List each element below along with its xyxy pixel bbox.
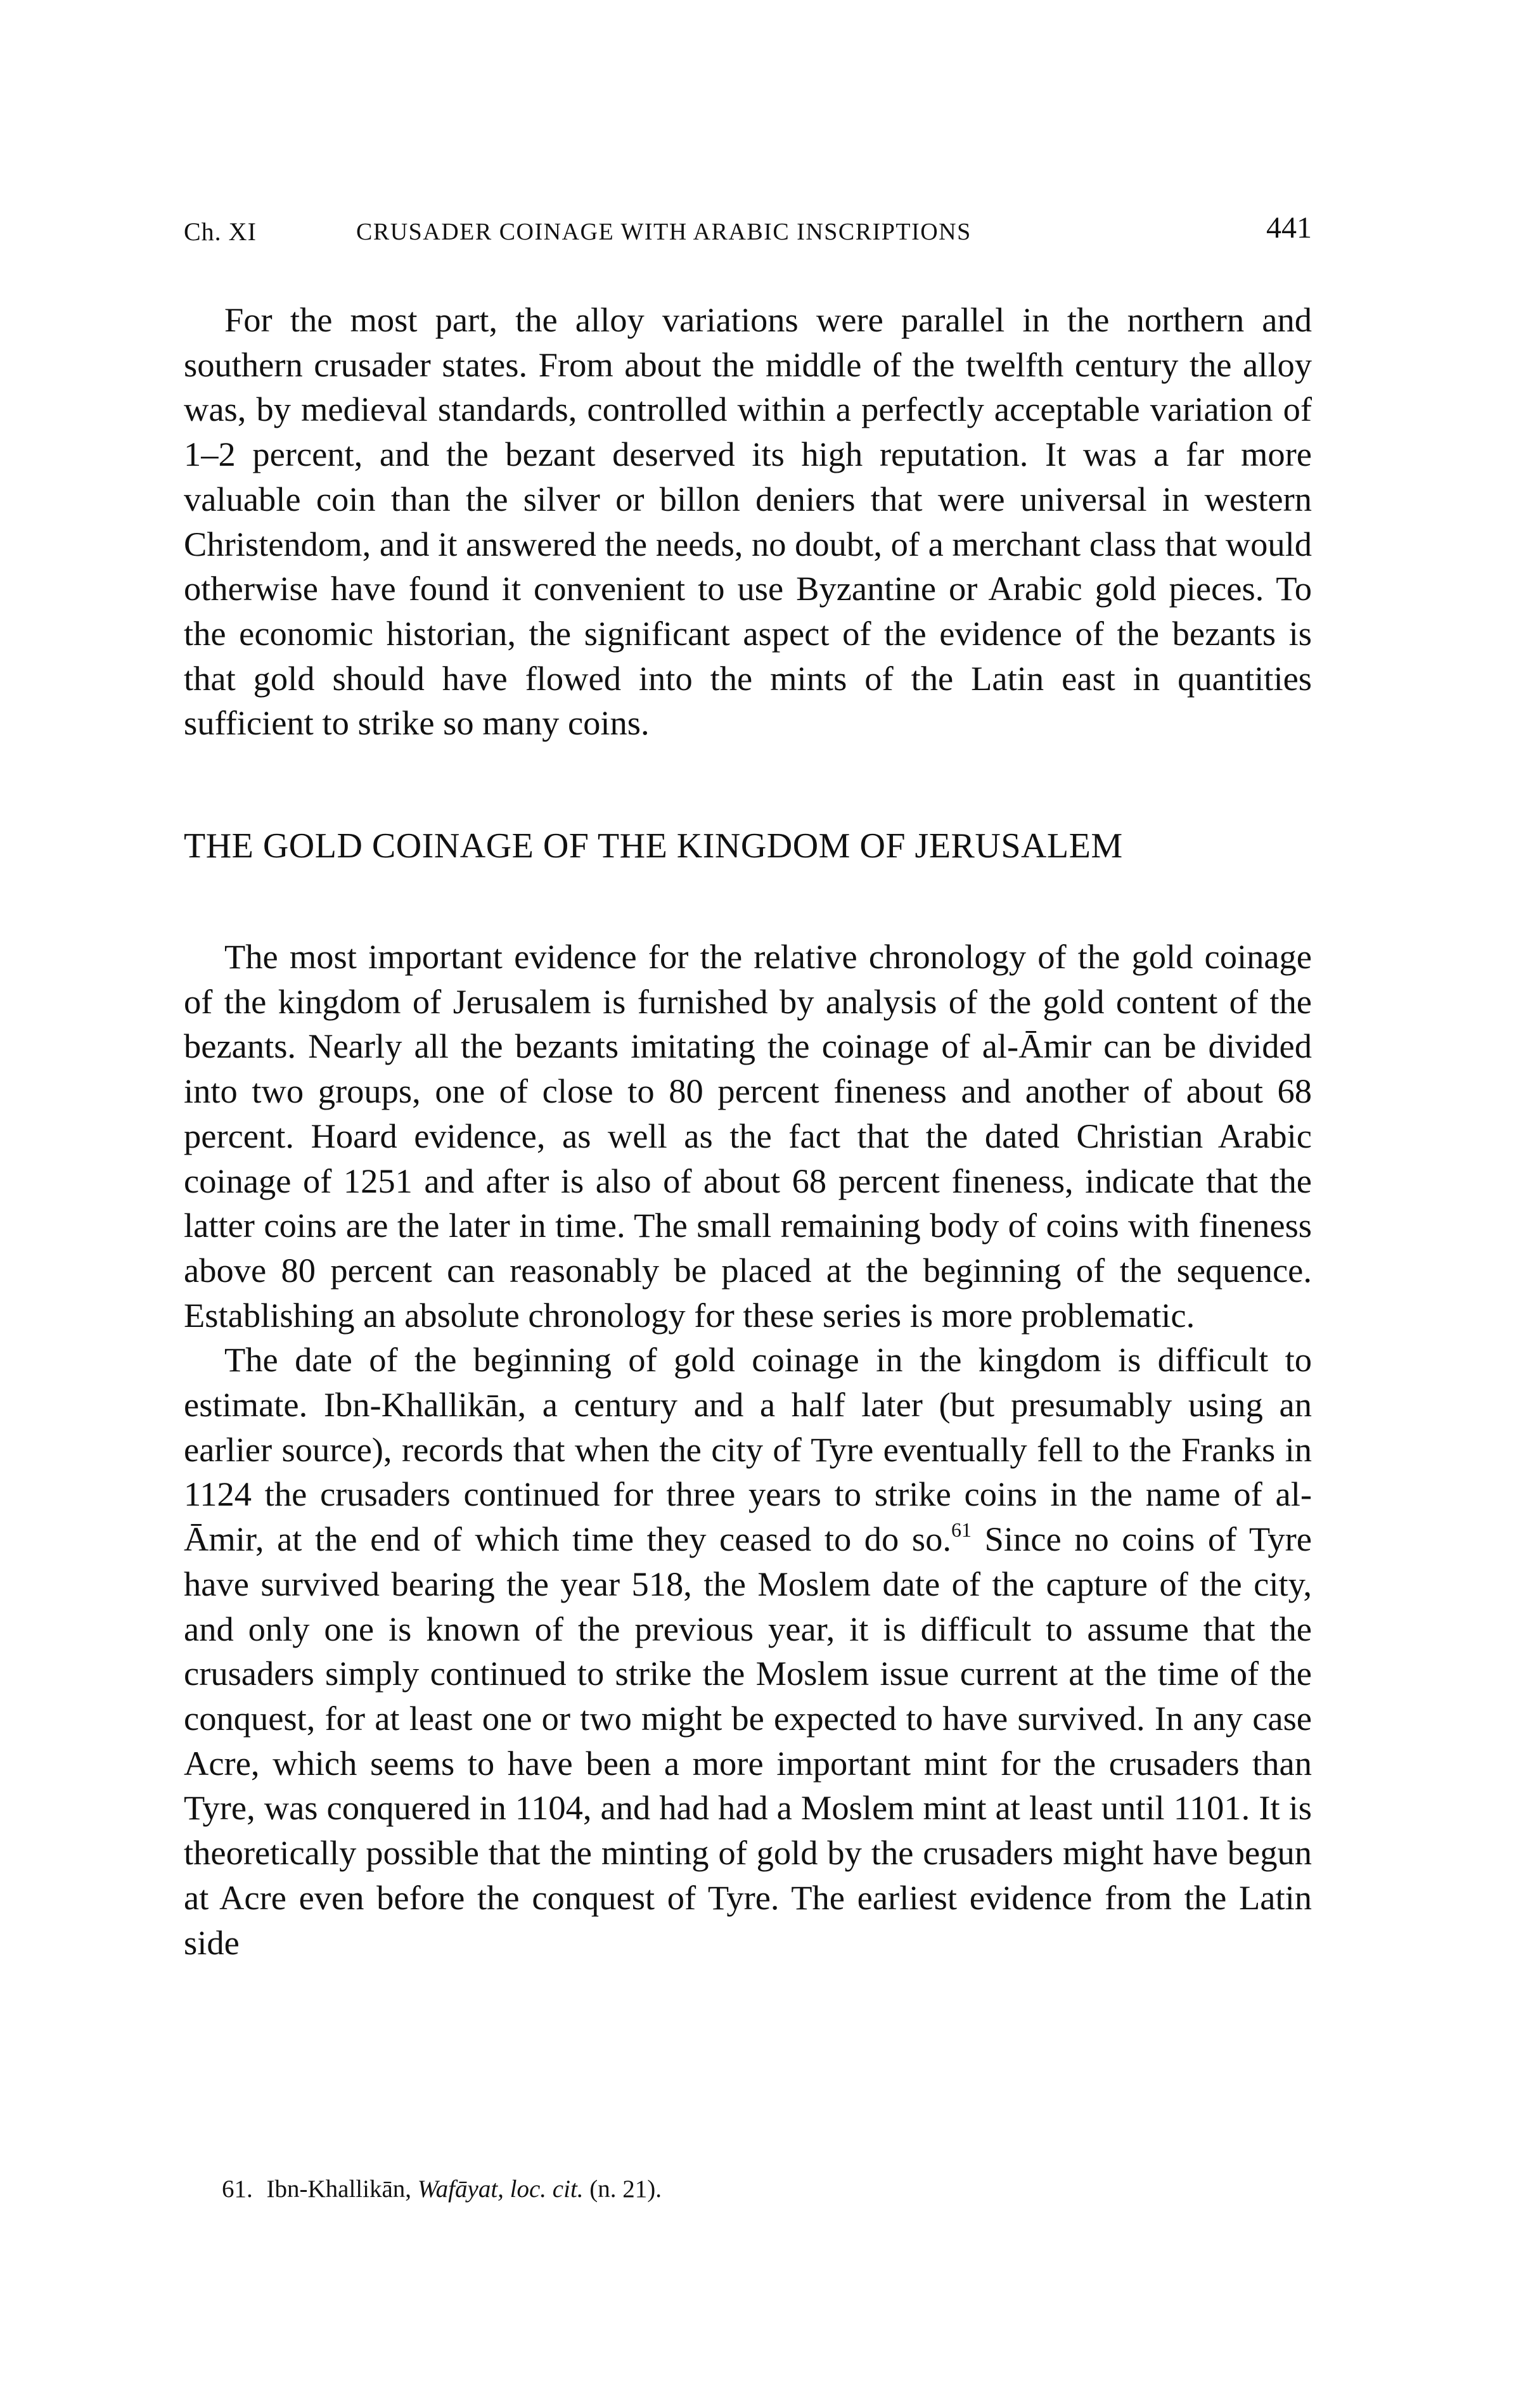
body-text	[184, 298, 1312, 1965]
running-head	[184, 210, 1312, 255]
section-heading: THE GOLD COINAGE OF THE KINGDOM OF JERUSALEM	[184, 826, 1123, 866]
paragraph-alloy-variations: For the most part, the alloy variations were parallel in the northern and southern crusader states. From about the middle of the twelfth century the alloy was, by medieval standards, controlled within a perfectly acceptable variation of 1–2 percent, and the bezant deserved its high reputation. It was a far more valuable coin than the silver or billon deniers that were universal in western Christendom, and it answered the needs, no doubt, of a merchant class that would otherwise have found it convenient to use Byzantine or Arabic gold pieces. To the economic historian, the significant aspect of the evidence of the bezants is that gold should have flowed into the mints of the Latin east in quantities sufficient to strike so many coins.	[184, 300, 1312, 743]
paragraph-text-part-2: Since no coins of Tyre have survived bearing the year 518, the Moslem date of the capture of the city, and only one is known of the previous year, it is difficult to assume that the crusaders simply continued to strike the Moslem issue current at the time of the conquest, for at least one or two might be expected to have survived. In any case Acre, which seems to have been a more important mint for the crusaders than Tyre, was conquered in 1104, and had had a Moslem mint at least until 1101. It is theoretically possible that the minting of gold by the crusaders might have begun at Acre even before the conquest of Tyre. The earliest evidence from the Latin side	[184, 1520, 1312, 1962]
paragraph-beginning-of-gold-coinage	[184, 1338, 1312, 1965]
footnote-author: Ibn-Khallikān,	[266, 2175, 412, 2203]
footnote-number: 61.	[222, 2175, 253, 2203]
footnote-work-title: Wafāyat, loc. cit.	[417, 2175, 584, 2203]
paragraph-relative-chronology: The most important evidence for the relative chronology of the gold coinage of the kingdom of Jerusalem is furnished by analysis of the gold content of the bezants. Nearly all the bezants imitating the coinage of al-Āmir can be divided into two groups, one of close to 80 percent fineness and another of about 68 percent. Hoard evidence, as well as the fact that the dated Christian Arabic coinage of 1251 and after is also of about 68 percent fineness, indicate that the latter coins are the later in time. The small remaining body of coins with fineness above 80 percent can reasonably be placed at the beginning of the sequence. Establishing an absolute chronology for these series is more problematic.	[184, 937, 1312, 1335]
footnote-61	[222, 2174, 1172, 2205]
page-number: 441	[1266, 211, 1312, 245]
chapter-label: Ch. XI	[184, 217, 257, 246]
paragraph-text-part-1: The date of the beginning of gold coinage in the kingdom is difficult to estimate. Ibn-Khallikān, a century and a half later (but presumably using an earlier source), records that when the city of Tyre eventually fell to the Franks in 1124 the crusaders continued for three years to strike coins in the name of al-Āmir, at the end of which time they ceased to do so.	[184, 1340, 1312, 1559]
footnote-reference: (n. 21).	[589, 2175, 662, 2203]
running-title: CRUSADER COINAGE WITH ARABIC INSCRIPTIONS	[356, 219, 972, 245]
footnote-reference-61[interactable]: 61	[951, 1518, 972, 1542]
